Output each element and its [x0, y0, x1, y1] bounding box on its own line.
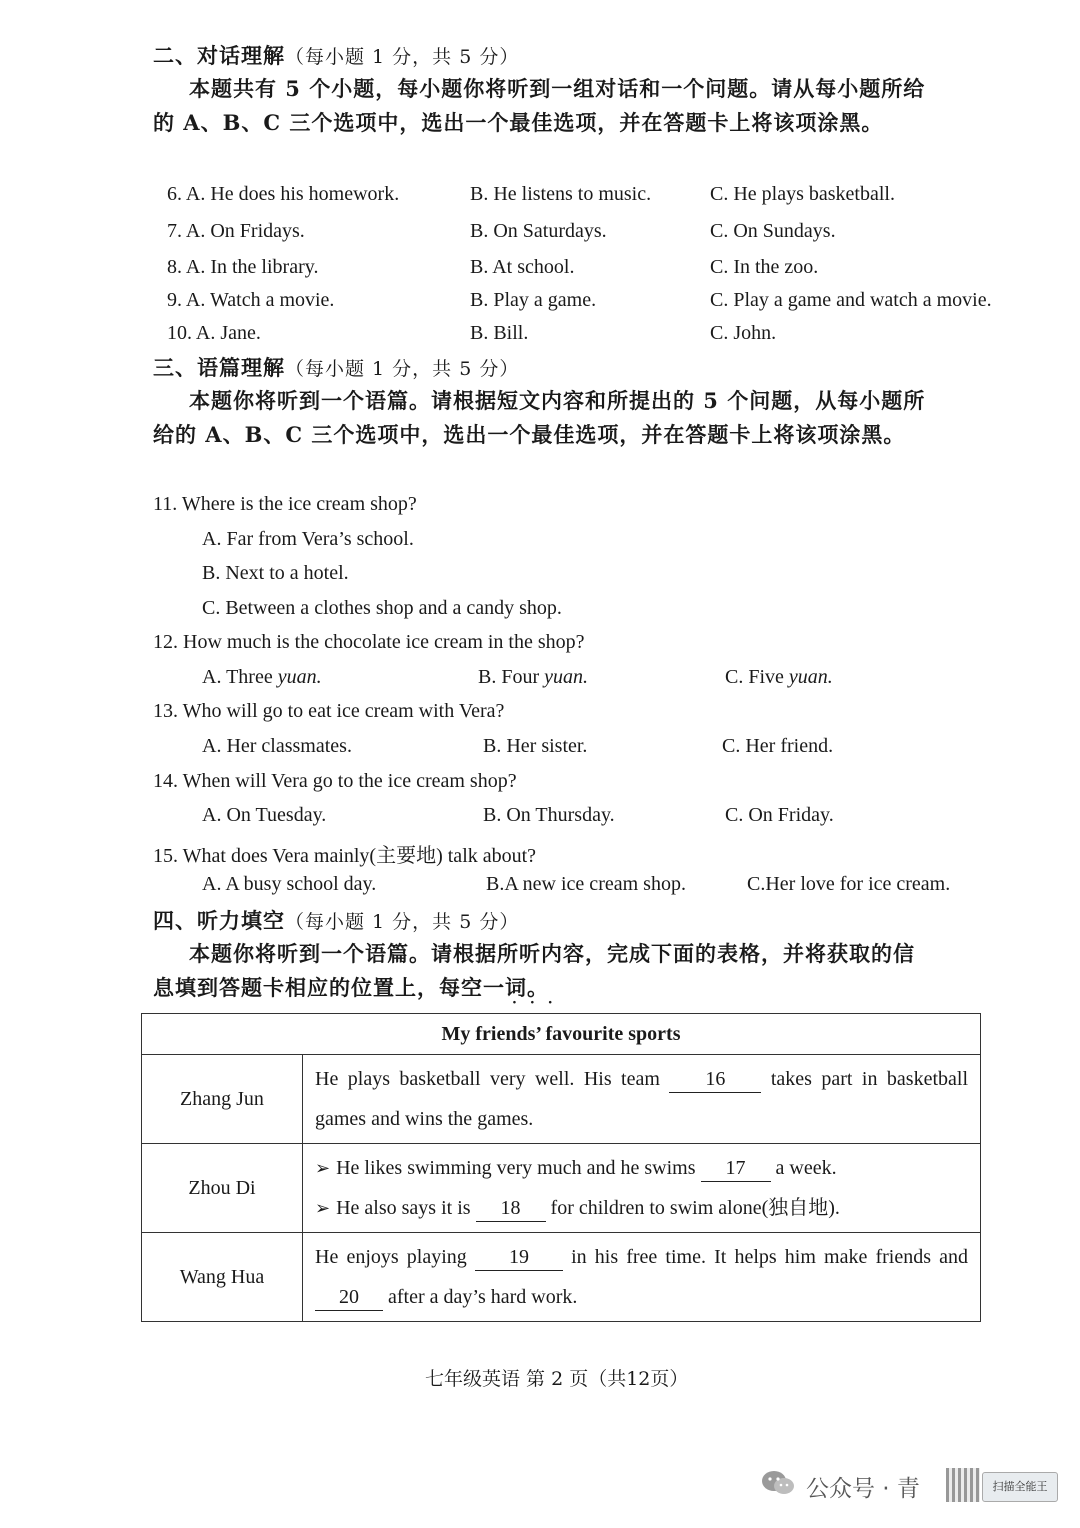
q10-option-c: C. John. — [710, 322, 777, 344]
row1-text-1: He plays basketball very well. His team — [315, 1068, 660, 1090]
watermark-text: 公众号 · 青 — [806, 1476, 920, 1502]
section4-instruction: 本题你将听到一个语篇。请根据所听内容，完成下面的表格，并将获取的信息填到答题卡相应的位置上，每空一词。 — [153, 941, 915, 1000]
q12-b-unit: yuan. — [544, 666, 589, 688]
row-description — [303, 1233, 981, 1322]
row2-line1-text-b: a week. — [775, 1157, 837, 1179]
table-header-row — [142, 1014, 981, 1055]
q13-option-b: B. Her sister. — [483, 735, 588, 757]
q14-option-c: C. On Friday. — [725, 804, 834, 826]
q12-question: 12. How much is the chocolate ice cream in the shop? — [153, 631, 585, 653]
q12-option-b — [478, 666, 588, 689]
section3-score: （每小题 1 分，共 5 分） — [285, 358, 520, 380]
row3-text-3: after a day’s hard work. — [388, 1286, 578, 1308]
section2-score: （每小题 1 分，共 5 分） — [285, 46, 520, 68]
section2-heading — [153, 40, 519, 70]
row2-line2-text-a: He also says it is — [336, 1197, 471, 1219]
row-description — [303, 1055, 981, 1144]
table-row — [142, 1055, 981, 1144]
row-name: Zhou Di — [142, 1144, 303, 1233]
section2-title: 二、对话理解 — [153, 43, 285, 68]
row2-line2-text-b: for children to swim alone(独自地). — [550, 1197, 840, 1219]
q8-option-c: C. In the zoo. — [710, 256, 819, 278]
row3-text-1: He enjoys playing — [315, 1246, 467, 1268]
q13-option-c: C. Her friend. — [722, 735, 834, 757]
arrow-bullet-icon: ➢ — [315, 1198, 331, 1218]
q8-option-b: B. At school. — [470, 256, 575, 278]
q14-option-a: A. On Tuesday. — [202, 804, 327, 826]
q12-a-unit: yuan. — [277, 666, 322, 688]
blank-17: 17 — [701, 1155, 771, 1182]
scanner-badge: 扫描全能王 — [982, 1472, 1058, 1502]
page-footer: 七年级英语 第 2 页（共12页） — [425, 1368, 689, 1390]
row-name: Zhang Jun — [142, 1055, 303, 1144]
arrow-bullet-icon: ➢ — [315, 1158, 331, 1178]
q9-option-c: C. Play a game and watch a movie. — [710, 289, 992, 311]
sports-table — [141, 1013, 981, 1322]
blank-16: 16 — [669, 1066, 761, 1093]
section2-instruction: 本题共有 5 个小题，每小题你将听到一组对话和一个问题。请从每小题所给的 A、B、C 三个选项中，选出一个最佳选项，并在答题卡上将该项涂黑。 — [153, 76, 926, 135]
q9-option-b: B. Play a game. — [470, 289, 597, 311]
row2-line-1 — [315, 1148, 968, 1188]
blank-19: 19 — [475, 1244, 563, 1271]
row3-text-2: in his free time. It helps him make friends and — [571, 1246, 969, 1268]
q12-a-label: A. Three — [202, 666, 273, 688]
row1-text-2: takes part in basketball games and wins the games. — [315, 1068, 969, 1130]
q8-option-a: 8. A. In the library. — [167, 256, 319, 278]
q12-c-unit: yuan. — [788, 666, 833, 688]
q6-option-a: 6. A. He does his homework. — [167, 183, 400, 205]
q12-b-label: B. Four — [478, 666, 540, 688]
q12-option-a — [202, 666, 322, 689]
row2-line-2 — [315, 1188, 968, 1228]
q15-option-b: B.A new ice cream shop. — [486, 873, 686, 895]
q9-option-a: 9. A. Watch a movie. — [167, 289, 335, 311]
q14-option-b: B. On Thursday. — [483, 804, 615, 826]
q7-option-c: C. On Sundays. — [710, 220, 836, 242]
q15-option-c: C.Her love for ice cream. — [747, 873, 951, 895]
qr-code-icon — [946, 1468, 980, 1502]
table-row — [142, 1144, 981, 1233]
q11-option-a: A. Far from Vera’s school. — [202, 528, 414, 550]
row-name: Wang Hua — [142, 1233, 303, 1322]
table-title: My friends’ favourite sports — [142, 1014, 981, 1055]
q10-option-a: 10. A. Jane. — [167, 322, 261, 344]
wechat-icon — [760, 1468, 796, 1498]
q11-question: 11. Where is the ice cream shop? — [153, 493, 417, 515]
emphasis-dots: ··· — [512, 995, 566, 1011]
q7-option-b: B. On Saturdays. — [470, 220, 607, 242]
q10-option-b: B. Bill. — [470, 322, 529, 344]
q11-option-b: B. Next to a hotel. — [202, 562, 349, 584]
section3-instruction: 本题你将听到一个语篇。请根据短文内容和所提出的 5 个问题，从每小题所给的 A、B、C 三个选项中，选出一个最佳选项，并在答题卡上将该项涂黑。 — [153, 388, 926, 447]
section3-heading — [153, 352, 519, 382]
section4-score: （每小题 1 分，共 5 分） — [285, 911, 520, 933]
q14-question: 14. When will Vera go to the ice cream shop? — [153, 770, 517, 792]
q13-option-a: A. Her classmates. — [202, 735, 352, 757]
q12-c-label: C. Five — [725, 666, 784, 688]
section4-heading — [153, 905, 519, 935]
blank-18: 18 — [476, 1195, 546, 1222]
q6-option-c: C. He plays basketball. — [710, 183, 895, 205]
q15-question: 15. What does Vera mainly(主要地) talk about? — [153, 845, 537, 867]
q12-option-c — [725, 666, 833, 689]
section3-title: 三、语篇理解 — [153, 355, 285, 380]
section4-title: 四、听力填空 — [153, 908, 285, 933]
row-description — [303, 1144, 981, 1233]
row2-line1-text-a: He likes swimming very much and he swims — [336, 1157, 696, 1179]
q15-option-a: A. A busy school day. — [202, 873, 377, 895]
q13-question: 13. Who will go to eat ice cream with Vera? — [153, 700, 505, 722]
blank-20: 20 — [315, 1284, 383, 1311]
watermark — [760, 1462, 1070, 1512]
q7-option-a: 7. A. On Fridays. — [167, 220, 305, 242]
q6-option-b: B. He listens to music. — [470, 183, 652, 205]
table-row — [142, 1233, 981, 1322]
q11-option-c: C. Between a clothes shop and a candy shop. — [202, 597, 562, 619]
